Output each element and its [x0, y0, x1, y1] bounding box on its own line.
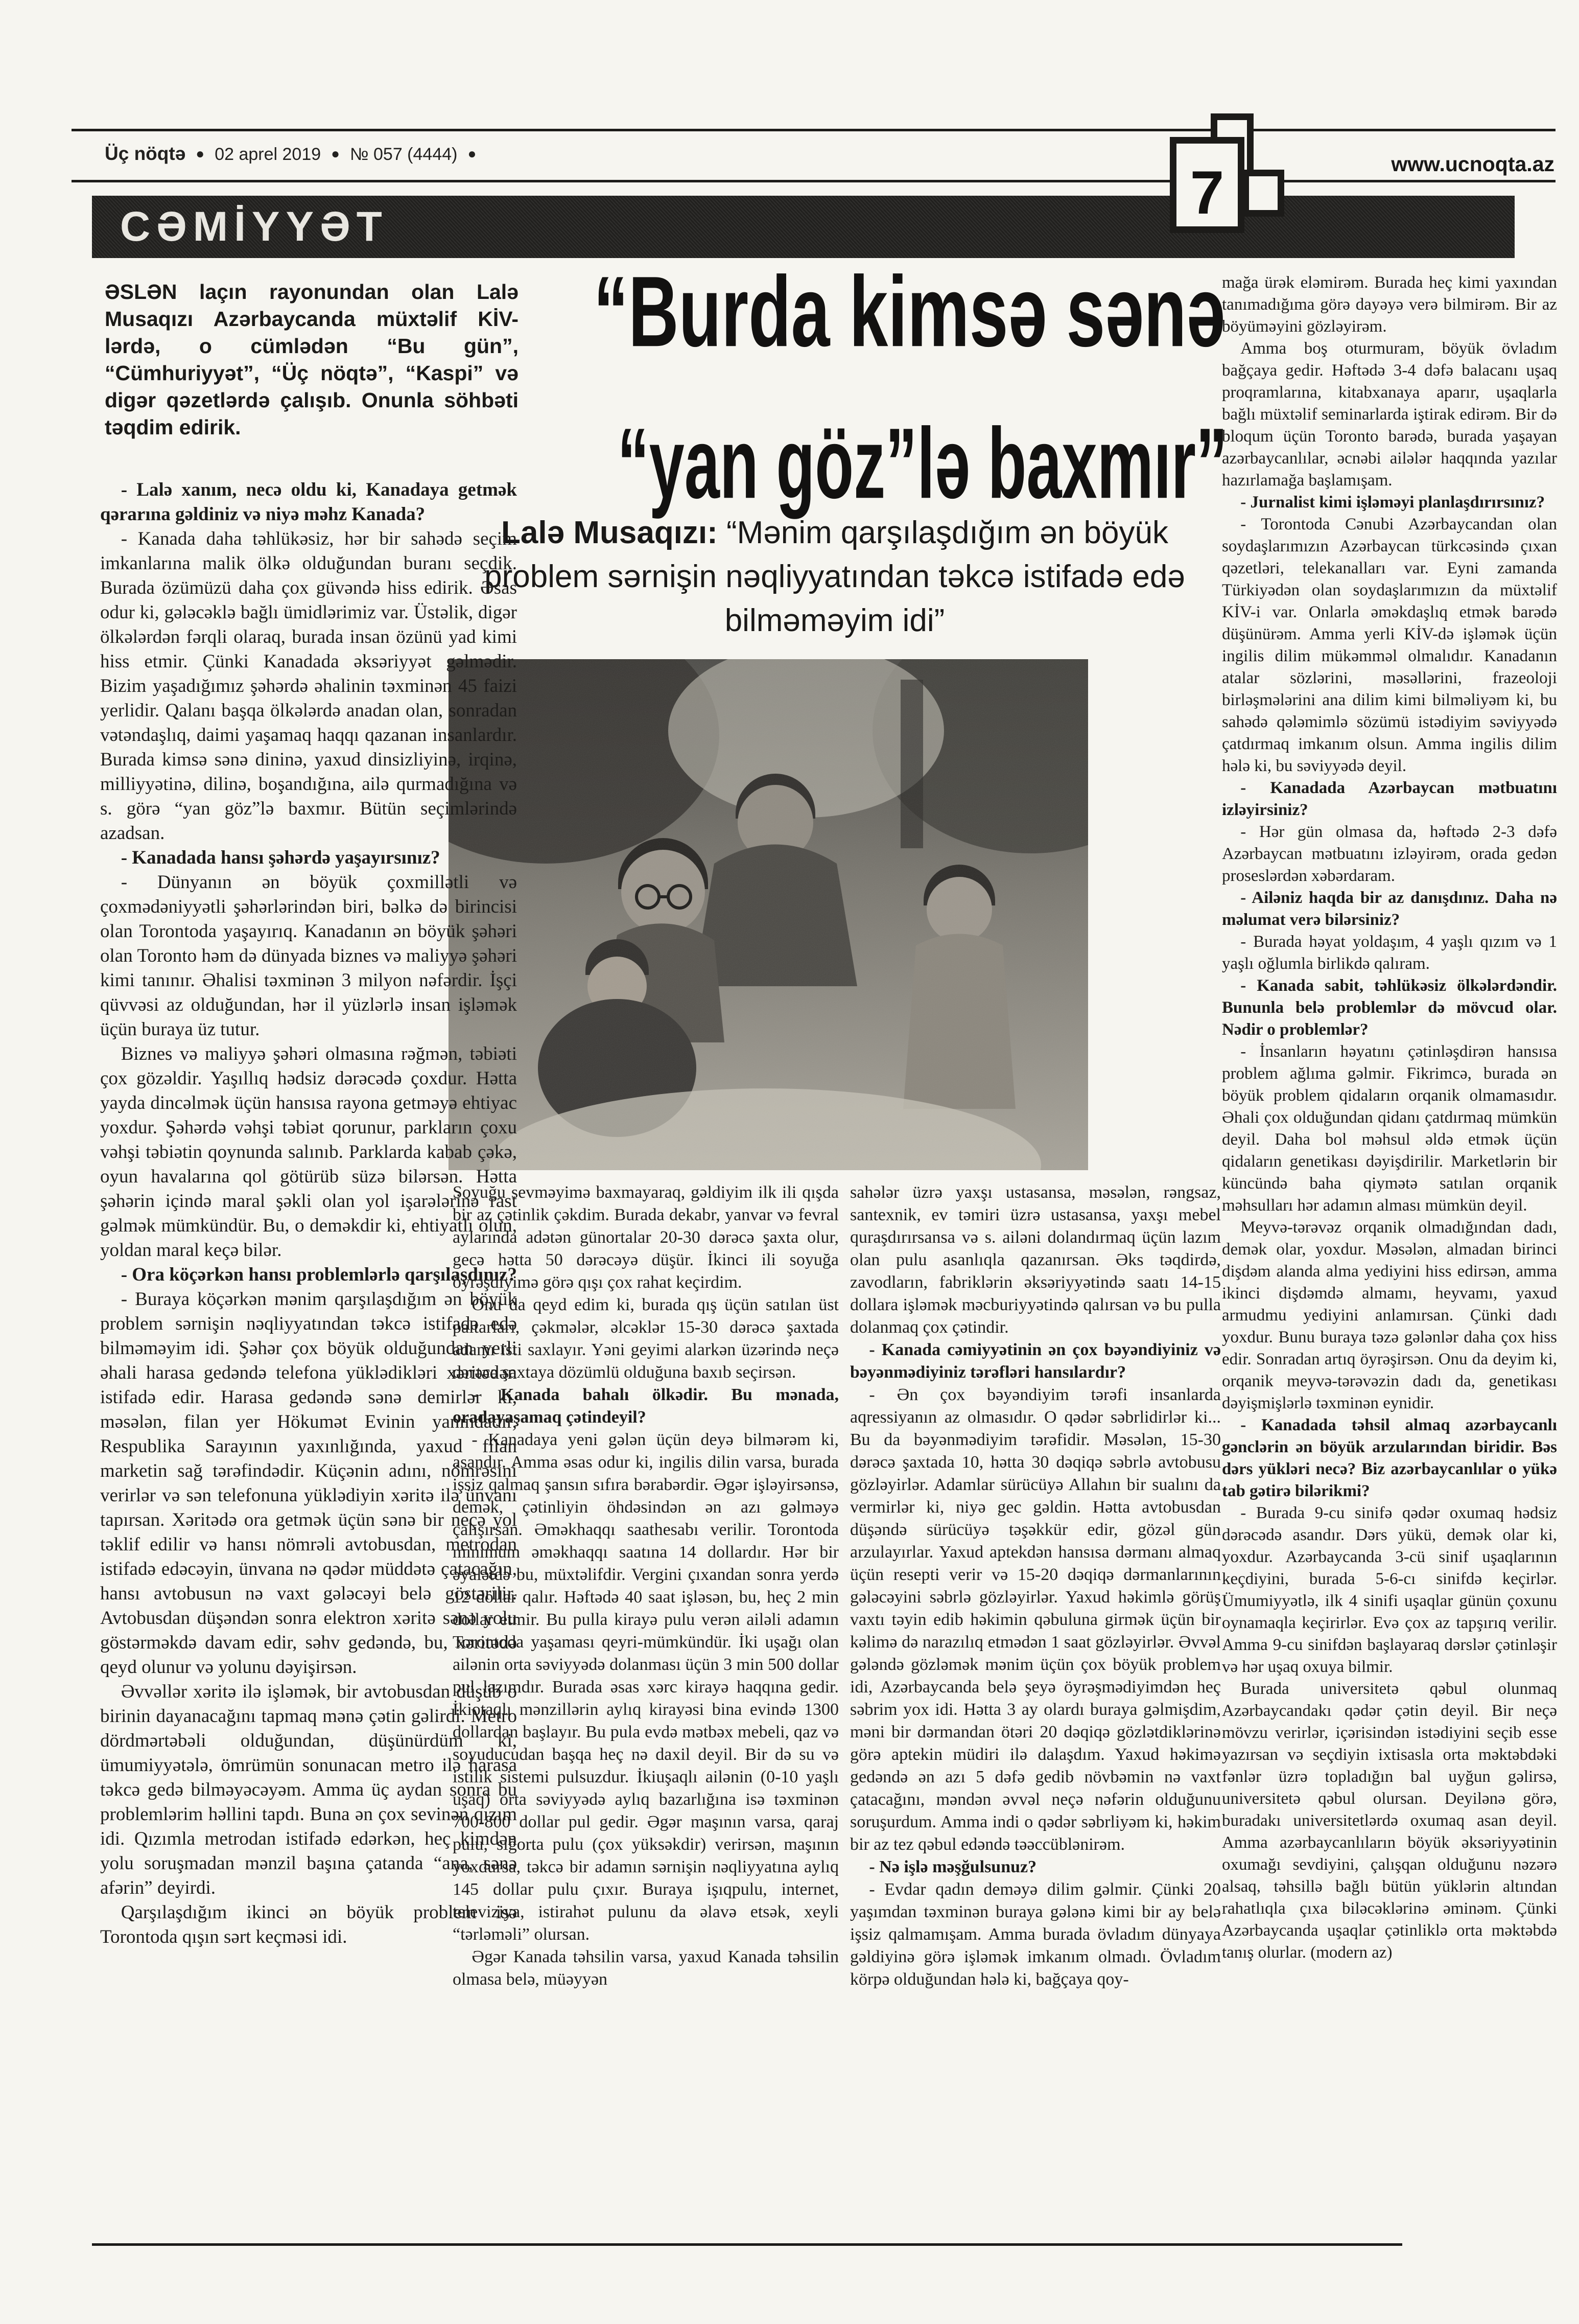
subheadline: [469, 511, 1200, 643]
interview-question: - Kanadada Azərbaycan mətbuatını izləyirsiniz?: [1222, 779, 1557, 819]
interview-paragraph: - Kanadaya yeni gələn üçün deyə bilmərəm ki, asandır. Amma əsas odur ki, ingilis dilin varsa, burada işsiz qalmaq şansın sıfıra bərabərdir. Əgər işləyirsənsə, demək, çətinliyin öhdəsindən ən azı gəlməyə çalışırsan. Əməkhaqqı saathesabı verilir. Torontoda minimum əməkhaqqı saatına 14 dollardır. Hər bir əyalətdə bu, müxtəlifdir. Vergini çıxandan sonra yerdə 12 dollar qalır. Həftədə 40 saat işləsən, bu, heç 2 min dollar etmir. Bu pulla kirayə pulu verən ailəli adamın Torontoda yaşaması qeyri-mümkündür. İki uşağı olan ailənin orta səviyyədə dolanması üçün 3 min 500 dollar pul lazımdır. Burada əsas xərc kirayə haqqına gedir. İkiotaqlı mənzillərin aylıq kirayəsi bina evində 1300 dollardan başlayır. Bu pula evdə mətbəx mebeli, qaz və soyuducudan başqa heç nə daxil deyil. Bir də su və istilik sistemi pulsuzdur. İkiuşaqlı ailənin (0-10 yaşlı uşaq) orta səviyyədə aylıq bazarlığına isə təxminən 700-800 dollar pul gedir. Əgər maşının varsa, qaraj pulu, sığorta pulu (çox yüksəkdir) verirsən, maşının yoxdursa, təkcə bir adamın sərnişin nəqliyyatına aylıq 145 dollar pulu çıxır. Buraya işıqpulu, internet, televiziya, istirahət pulunu da əlavə etsək, xeyli “tərləməli” olursan.: [453, 1430, 839, 1944]
interview-paragraph: Burada universitetə qəbul olunmaq Azərbaycandakı qədər çətin deyil. Bir neçə mövzu verirlər, içərisindən istədiyini seçib esse yazırsan və seçdiyin ixtisasla orta məktəbdəki fənlər üzrə topladığın bal uyğun gəlirsə, universitetə qəbul olursan. Deyilənə görə, buradakı universitetlərdə oxumaq asan deyil. Amma azərbaycanlıların böyük əksəriyyətinin oxumağı sevdiyini, çalışqan olduğunu nəzərə alsaq, təhsillə bağlı bütün yüklərin altından rahatlıqla çıxa biləcəklərinə əminəm. Çünki Azərbaycanda uşaqlar çətinliklə orta məktəbdə tanış olurlar. (modern az): [1222, 1680, 1557, 1962]
bullet-icon: ●: [196, 146, 205, 161]
masthead: [105, 143, 476, 165]
logo-rectangle: [1242, 170, 1284, 217]
website-url: www.ucnoqta.az: [1391, 152, 1554, 176]
interview-question: - Kanadada hansı şəhərdə yaşayırsınız?: [121, 847, 440, 868]
interview-paragraph: - Ən çox bəyəndiyim tərəfi insanlarda aqressiyanın az olmasıdır. O qədər səbrlidirlər ki... Bu da bəyənmədiyim tərəfidir. Məsələn, 15-30 dərəcə şaxtada 10, hətta 30 dəqiqə səbrlə avtobusu gözləyirlər. Adamlar sürücüyə Allahın bir sualını da vermirlər ki, niyə gec gəldin. Hətta avtobusdan düşəndə sürücüyə təşəkkür edir, gözəl gün arzulayırlar. Yaxud aptekdən hansısa dərmanı almaq üçün resepti verir və 15-20 dəqiqə dərmanlarının gələcəyini səbrlə gözləyirlər. Yaxud həkimlə görüş vaxtı təyin edib həkimin qəbuluna girmək üçün bir kəlimə də narazılıq etmədən 1 saat gözləyirlər. Əvvəl gələndə gözləmək mənim üçün çox böyük problem idi, Azərbaycanda belə şeyə öyrəşmədiyimdən heç səbrim yox idi. Hətta 3 ay olardı buraya gəlmişdim, məni bir dərmandan ötəri 20 dəqiqə gözlətdiklərinə görə aptekin müdiri ilə dalaşdım. Yaxud həkimə gedəndə ən azı 5 dəfə gedib növbəmin nə vaxt çatacağını, məndən əvvəl neçə nəfərin olduğunu soruşurdum. Amma indi o qədər səbrliyəm ki, həkim bir az tez qəbul edəndə təəccüblənirəm.: [850, 1385, 1221, 1854]
section-title: CƏMİYYƏT: [120, 203, 388, 250]
interview-question: - Nə işlə məşğulsunuz?: [869, 1857, 1037, 1876]
interview-paragraph: mağa ürək eləmirəm. Burada heç kimi yaxından tanımadığıma görə dayəyə verə bilmirəm. Bir az böyüməyini gözləyirəm.: [1222, 273, 1557, 336]
bullet-icon: ●: [331, 146, 340, 161]
article-column-4: [1222, 272, 1557, 2266]
interview-paragraph: - Kanada daha təhlükəsiz, hər bir sahədə seçim imkanlarına malik ölkə olduğundan buranı seçdik. Burada özümüzü daha çox güvəndə hiss edirik. Əsas odur ki, gələcəklə bağlı ümidlərimiz var. Üstəlik, digər ölkələrdən fərqli olaraq, burada insan özünü yad kimi hiss etmir. Çünki Kanadada əksəriyyət gəlmədir. Bizim yaşadığımız şəhərdə əhalinin təxminən 45 faizi yerlidir. Qalanı başqa ölkələrdə anadan olan, sonradan vətəndaşlıq, daimi yaşamaq haqqı qazanan insanlardır. Burada kimsə sənə dininə, yaxud dinsizliyinə, irqinə, milliyyətinə, dilinə, boşandığına, ailə qurmadığına və s. görə “yan göz”lə baxmır. Bütün seçimlərində azadsan.: [100, 528, 517, 844]
page-number-logo: [1170, 113, 1292, 239]
masthead-top-rule: [72, 129, 1556, 131]
headline-line-2: “yan göz”lə baxmır”: [617, 408, 1228, 520]
page-number-box: [1170, 137, 1244, 233]
interview-question: - Lalə xanım, necə oldu ki, Kanadaya getmək qərarına gəldiniz və niyə məhz Kanada?: [100, 479, 517, 525]
edition-date: 02 aprel 2019: [215, 145, 321, 164]
masthead-bottom-rule: [72, 180, 1556, 182]
bullet-icon: ●: [467, 146, 477, 161]
interview-question: - Kanadada təhsil almaq azərbaycanlı gənclərin ən böyük arzularından biridir. Bəs dərs yükləri necə? Biz azərbaycanlılar o yükə tab gətirə bilərikmi?: [1222, 1416, 1557, 1500]
article-lead: ƏSLƏN laçın rayonundan olan Lalə Musaqızı Azərbaycanda müxtəlif KİV-lərdə, o cümlədən “Bu gün”, “Cümhuriyyət”, “Üç nöqtə”, “Kaspi” və digər qəzetlərdə çalışıb. Onunla söhbəti təqdim edirik.: [105, 280, 519, 439]
article-end-rule: [92, 2243, 1402, 2246]
family-photo-illustration: [449, 659, 1088, 1170]
interview-paragraph: - Hər gün olmasa da, həftədə 2-3 dəfə Azərbaycan mətbuatını izləyirəm, orada gedən proseslərdən xəbərdaram.: [1222, 823, 1557, 885]
interview-paragraph: Əgər Kanada təhsilin varsa, yaxud Kanada təhsilin olmasa belə, müəyyən: [453, 1947, 839, 1989]
interview-question: - Jurnalist kimi işləməyi planlaşdırırsınız?: [1240, 493, 1545, 512]
article-column-2: [453, 1181, 839, 2266]
interview-question: - Ora köçərkən hansı problemlərlə qarşılaşdınız?: [121, 1264, 517, 1285]
interview-question: - Kanada cəmiyyətinin ən çox bəyəndiyiniz və bəyənmədiyiniz tərəfləri hansılardır?: [850, 1340, 1221, 1382]
interview-paragraph: Əvvəllər xəritə ilə işləmək, bir avtobusdan düşüb o birinin dayanacağını tapmaq mənə çətin gəlirdi. Metro dördmərtəbəli olduğundan, düşünürdüm ki, ümumiyyətələ, ömrümün sonunacan metro ilə harasa təkcə gedə bilməyəcəyəm. Amma üç aydan sonra bu problemlərim həllini tapdı. Buna ən çox sevinən qızım idi. Qızımla metrodan istifadə edərkən, heç kimdən yolu soruşmadan mənzil başına çatanda “ana, sənə afərin” deyirdi.: [100, 1681, 517, 1898]
interview-question: - Kanada sabit, təhlükəsiz ölkələrdəndir. Bununla belə problemlər də mövcud olar. Nədir o problemlər?: [1222, 977, 1557, 1039]
interview-paragraph: - Buraya köçərkən mənim qarşılaşdığım ən böyük problem sərnişin nəqliyyatından təkcə istifadə edə bilməməyim idi. Şəhər çox böyük olduğundan yerli əhali harasa gedəndə telefona yüklədikləri xəritədən istifadə edir. Harasa gedəndə sənə demirlər ki, məsələn, filan yer Hökumət Evinin yanındadır, Respublika Sarayının yaxınlığında, yaxud filan marketin sağ tərəfindədir. Küçənin adını, nömrəsini verirlər və sən telefonuna yüklədiyin xəritə ilə ünvanı tapırsan. Xəritədə ora getmək üçün sənə bir neçə yol təklif edilir və hansı nömrəli avtobusdan, metrodan istifadə edəcəyin, ünvana nə qədər müddətə çatacağın, hansı avtobusun nə vaxt gələcəyi belə göstərilir. Avtobusdan düşəndən sonra elektron xəritə sənə yolu göstərməkdə davam edir, səhv gedəndə, bu, xəritədə qeyd olunur və yolunu dəyişirsən.: [100, 1289, 517, 1678]
subheadline-quote: “Mənim qarşılaşdığım ən böyük problem sərnişin nəqliyyatından təkcə istifadə edə bilməməyim idi”: [484, 515, 1185, 638]
interview-question: - Ailəniz haqda bir az danışdınız. Daha nə məlumat verə bilərsiniz?: [1222, 889, 1557, 929]
interview-paragraph: Meyvə-tərəvəz orqanik olmadığından dadı, demək olar, yoxdur. Məsələn, almadan birinci dişdəm alanda alma yediyini hiss edirsən, amma ikinci dişdəmdə almamı, heyvamı, yaxud armudmu yediyini anlamırsan. Çünki dadı yoxdur. Bunu buraya təzə gələnlər daha çox hiss edir. Sonradan artıq öyrəşirsən. Onu da deyim ki, orqanik meyvə-tərəvəzin dadı da, genetikası dəyişmişlərlə təxminən eynidir.: [1222, 1218, 1557, 1412]
interview-paragraph: - Burada həyat yoldaşım, 4 yaşlı qızım və 1 yaşlı oğlumla birlikdə qalıram.: [1222, 933, 1557, 973]
interview-paragraph: - Burada 9-cu sinifə qədər oxumaq hədsiz dərəcədə asandır. Dərs yükü, demək olar ki, yoxdur. Azərbaycanda 3-cü sinif uşaqlarının keçdiyini, burada 5-6-cı sinifdə keçirlər. Ümumiyyətlə, ilk 4 sinifi uşaqlar günün çoxunu oynamaqla keçirirlər. Evə çox az tapşırıq verilir. Amma 9-cu sinifdən başlayaraq dərslər çətinləşir və hər uşaq oxuya bilmir.: [1222, 1504, 1557, 1676]
interview-paragraph: - Dünyanın ən böyük çoxmillətli və çoxmədəniyyətli şəhərlərindən biri, bəlkə də birincisi olan Torontoda yaşayırıq. Kanadanın ən böyük şəhəri olan Toronto həm də dünyada biznes və maliyyə şəhəri kimi tanınır. Əhalisi təxminən 3 milyon nəfərdir. İşçi qüvvəsi az olduğundan, hər il yüzlərlə insan işləmək üçün buraya üz tutur.: [100, 872, 517, 1040]
interview-paragraph: Soyuğu sevməyimə baxmayaraq, gəldiyim ilk ili qışda bir az çətinlik çəkdim. Burada dekabr, yanvar və fevral aylarında adətən günortalar 20-30 dərəcə şaxta olur, gecə hətta 50 dərəcəyə düşür. İkinci ili soyuğa öyrəşdiyimə görə qışı çox rahat keçirdim.: [453, 1183, 839, 1292]
article-photo: [449, 659, 1088, 1170]
interview-question: - Kanada bahalı ölkədir. Bu mənada, oradayaşamaq çətindeyil?: [453, 1385, 839, 1427]
speaker-name: Lalə Musaqızı:: [501, 515, 718, 550]
issue-number: № 057 (4444): [350, 145, 458, 164]
section-banner: [92, 196, 1515, 258]
edition-name: Üç nöqtə: [105, 143, 186, 164]
interview-paragraph: Qarşılaşdığım ikinci ən böyük problem isə Torontoda qışın sərt keçməsi idi.: [100, 1902, 517, 1947]
article-column-3: [850, 1181, 1221, 2266]
page-number: 7: [1190, 158, 1224, 227]
interview-paragraph: sahələr üzrə yaxşı ustasansa, məsələn, rəngsaz, santexnik, ev təmiri üzrə ustasansa, yaxşı mebel quraşdırırsansa və s. ailəni dolandırmaq üçün lazım olan pulu asanlıqla qazanırsan. Əks təqdirdə, zavodların, fabriklərin əksəriyyətində saatı 14-15 dollara işləmək məcburiyyətində qalırsan və bu pulla dolanmaq çox çətindir.: [850, 1183, 1221, 1337]
interview-paragraph: - Evdar qadın deməyə dilim gəlmir. Çünki 20 yaşımdan təxminən buraya gələnə kimi bir ay belə işsiz qalmamışam. Amma burada övladım dünyaya gəldiyinə görə işləmək imkanım olmadı. Övladım körpə olduğundan hələ ki, bağçaya qoy-: [850, 1880, 1221, 1989]
interview-paragraph: Biznes və maliyyə şəhəri olmasına rəğmən, təbiəti çox gözəldir. Yaşıllıq hədsiz dərəcədə çoxdur. Hətta yayda dincəlmək üçün hansısa rayona getməyə ehtiyac yoxdur. Şəhərdə vəhşi təbiət qorunur, parkların çoxu vəhşi təbiətin qoynunda salınıb. Parklarda kabab çəkə, oyun havalarına qol götürüb süzə bilərsən. Hətta şəhərin içində maral şəkli olan yol işarələrinə rast gəlmək mümkündür. Bu, o deməkdir ki, ehtiyatlı olun, yoldan maral keçə bilər.: [100, 1043, 517, 1261]
interview-paragraph: Amma boş oturmuram, böyük övladım bağçaya gedir. Həftədə 3-4 dəfə balacanı uşaq proqramlarına, kitabxanaya aparır, uşaqlarla bağlı müxtəlif seminarlarda iştirak edirəm. Bir də bloqum üçün Toronto barədə, burada yaşayan azərbaycanlılar, əcnəbi ailələr haqqında yazılar hazırlamağa başlamışam.: [1222, 339, 1557, 490]
interview-paragraph: Onu da qeyd edim ki, burada qış üçün satılan üst paltarları, çəkmələr, əlcəklər 15-30 dərəcə şaxtada adamı isti saxlayır. Yəni geyimi alarkən üzərində neçə dərəcə şaxtaya dözümlü olduğuna baxıb seçirsən.: [453, 1295, 839, 1382]
headline-line-1: “Burda kimsə sənə: [593, 256, 1226, 368]
interview-paragraph: - Torontoda Cənubi Azərbaycandan olan soydaşlarımızın Azərbaycan türkcəsində çıxan qəzetləri, telekanalları var. Eyni zamanda Türkiyədən olan soydaşlarımızın da müxtəlif KİV-i var. Onlarla əməkdaşlıq etmək barədə düşünürəm. Amma yerli KİV-də işləmək üçün ingilis dilim mükəmməl olmalıdır. Kanadanın atalar sözlərini, məsəllərini, frazeoloji birləşmələrini ana dilim kimi bilməliyəm ki, bu sahədə qələmimlə sözümü istədiyim səviyyədə çatdırmaq imkanım olsun. Amma ingilis dilim hələ ki, bu səviyyədə deyil.: [1222, 515, 1557, 775]
interview-paragraph: - İnsanların həyatını çətinləşdirən hansısa problem ağlıma gəlmir. Fikrimcə, burada ən böyük problem qidaların orqanik olmamasıdır. Əhali çox olduğundan qidanı çatdırmaq mümkün deyil. Daha bol məhsul əldə etmək üçün qidaların genetikası dəyişdirilir. Marketlərin bir küncündə baha qiymətə satılan orqanik məhsulları hər adamın alması mümkün deyil.: [1222, 1042, 1557, 1215]
